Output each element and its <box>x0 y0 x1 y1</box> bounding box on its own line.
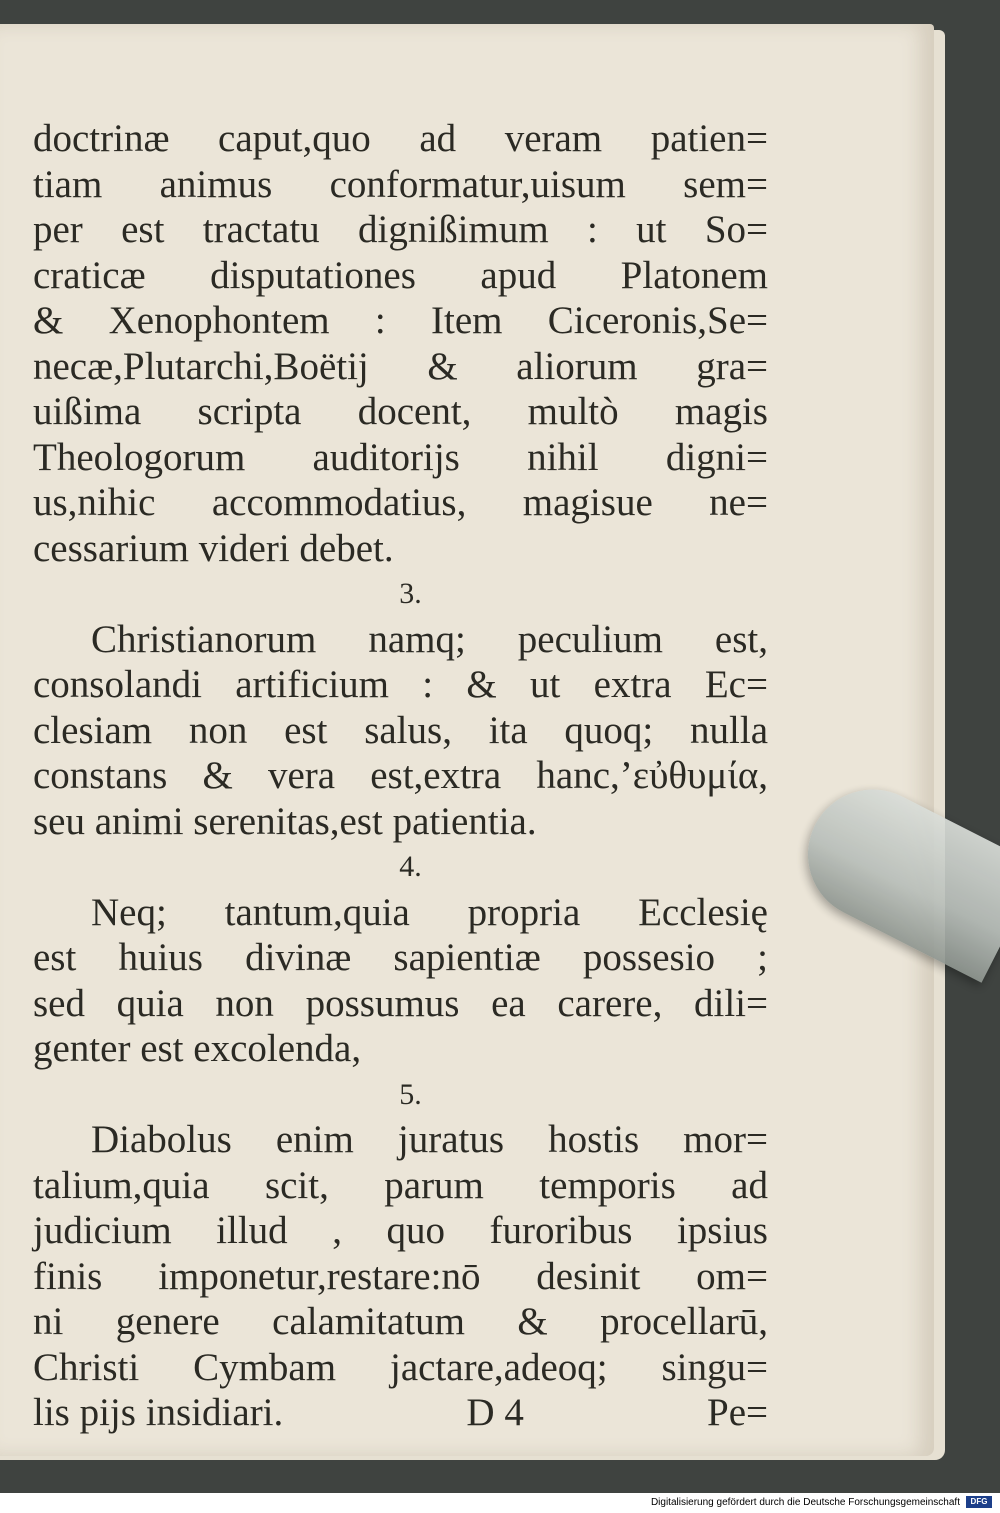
book-page <box>0 24 934 1456</box>
footer-credit: Digitalisierung gefördert durch die Deutsche Forschungsgemeinschaft <box>650 1497 960 1508</box>
text-line: Christianorum namq; peculium est, <box>91 617 768 661</box>
text-line: craticæ disputationes apud Platonem <box>33 253 768 297</box>
text-line: judicium illud , quo furoribus ipsius <box>33 1209 768 1252</box>
page-text <box>33 116 768 1436</box>
text-line: genter est excolenda, <box>33 1027 362 1070</box>
text-line: us,nihic accommodatius, magisue ne= <box>33 481 768 524</box>
text-line: cessarium videri debet. <box>33 526 394 570</box>
text-line: seu animi serenitas,est patientia. <box>33 799 537 843</box>
section-number: 4. <box>399 850 422 883</box>
text-line: lis pijs insidiari. <box>33 1391 284 1434</box>
section-number: 3. <box>399 577 422 610</box>
text-line: & Xenophontem : Item Ciceronis,Se= <box>33 299 768 342</box>
text-line: sed quia non possumus ea carere, dili= <box>33 981 768 1025</box>
text-line: Diabolus enim juratus hostis mor= <box>91 1118 768 1161</box>
text-line: uißima scripta docent, multò magis <box>33 390 768 433</box>
text-line: est huius divinæ sapientiæ possesio ; <box>33 936 768 979</box>
text-line: tiam animus conformatur,uisum sem= <box>33 162 768 206</box>
dfg-logo: DFG <box>966 1496 992 1508</box>
text-line: per est tractatu dignißimum : ut So= <box>33 208 768 251</box>
signature-mark: D 4 <box>466 1391 524 1434</box>
text-line: ni genere calamitatum & procellarū, <box>33 1300 768 1343</box>
signature-line <box>33 1390 768 1436</box>
text-line: consolandi artificium : & ut extra Ec= <box>33 663 768 706</box>
text-line: Christi Cymbam jactare,adeoq; singu= <box>33 1345 768 1389</box>
text-line: doctrinæ caput,quo ad veram patien= <box>33 117 768 160</box>
text-line: talium,quia scit, parum temporis ad <box>33 1163 768 1207</box>
catchword: Pe= <box>707 1391 768 1434</box>
footer-bar <box>0 1493 1000 1513</box>
text-line: Theologorum auditorijs nihil digni= <box>33 435 768 479</box>
text-line: Neq; tantum,quia propria Ecclesię <box>91 890 768 934</box>
text-line: necæ,Plutarchi,Boëtij & aliorum gra= <box>33 344 768 388</box>
section-number: 5. <box>399 1077 422 1111</box>
text-line: clesiam non est salus, ita quoq; nulla <box>33 708 768 752</box>
text-line: constans & vera est,extra hanc,ʼεὐθυμία, <box>33 754 768 797</box>
text-line: finis imponetur,restare:nō desinit om= <box>33 1254 768 1298</box>
